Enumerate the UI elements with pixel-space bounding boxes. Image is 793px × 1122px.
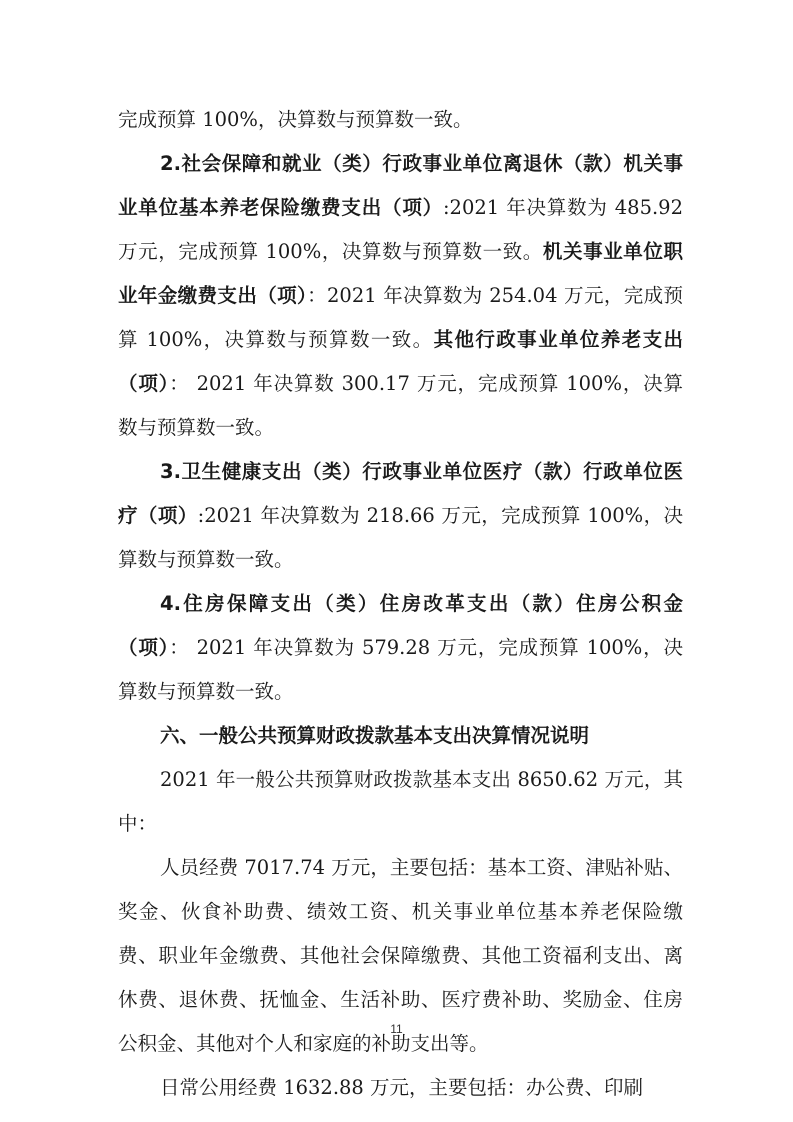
item-text: ： 2021 年决算数 300.17 万元，完成预算 100%，决算数与预算数一致。 (118, 372, 683, 439)
paragraph-health (118, 450, 683, 582)
item-heading: 4.住房保障支出（类）住房改革支出（款）住房公积金（项） (118, 592, 683, 659)
item-text: ： 2021 年决算数为 579.28 万元，完成预算 100%，决算数与预算数一致。 (118, 636, 683, 703)
item-text: :2021 年决算数为 218.66 万元，完成预算 100%，决算数与预算数一致。 (118, 504, 683, 571)
item-heading: 3.卫生健康支出（类）行政事业单位医疗（款）行政单位医疗（项） (118, 460, 683, 527)
item-text: :2021 年决算数为 485.92 万元，完成预算 100%，决算数与预算数一致。 (118, 196, 683, 263)
page-number: 11 (390, 1022, 403, 1036)
item-text: ：2021 年决算数为 254.04 万元，完成预算 100%，决算数与预算数一致。 (118, 284, 683, 351)
paragraph-social-security (118, 142, 683, 450)
paragraph-public-expenses: 日常公用经费 1632.88 万元，主要包括：办公费、印刷 (160, 1076, 644, 1099)
section-heading: 六、一般公共预算财政拨款基本支出决算情况说明 (160, 724, 590, 747)
paragraph-personnel-expenses: 人员经费 7017.74 万元，主要包括：基本工资、津贴补贴、奖金、伙食补助费、绩效工资、机关事业单位基本养老保险缴费、职业年金缴费、其他社会保障缴费、其他工资福利支出、离休费、退休费、抚恤金、生活补助、医疗费补助、奖励金、住房公积金、其他对个人和家庭的补助支出等。 (118, 856, 683, 1055)
item-heading: 其他行政事业单位养老支出（项） (118, 328, 683, 395)
paragraph-basic-expenditure: 2021 年一般公共预算财政拨款基本支出 8650.62 万元，其中： (118, 768, 683, 835)
item-heading: 2.社会保障和就业（类）行政事业单位离退休（款）机关事业单位基本养老保险缴费支出（项） (118, 152, 683, 219)
item-heading: 机关事业单位职业年金缴费支出（项） (118, 240, 683, 307)
paragraph-housing (118, 582, 683, 714)
body-text (118, 98, 683, 1110)
paragraph-continuation: 完成预算 100%，决算数与预算数一致。 (118, 108, 473, 131)
